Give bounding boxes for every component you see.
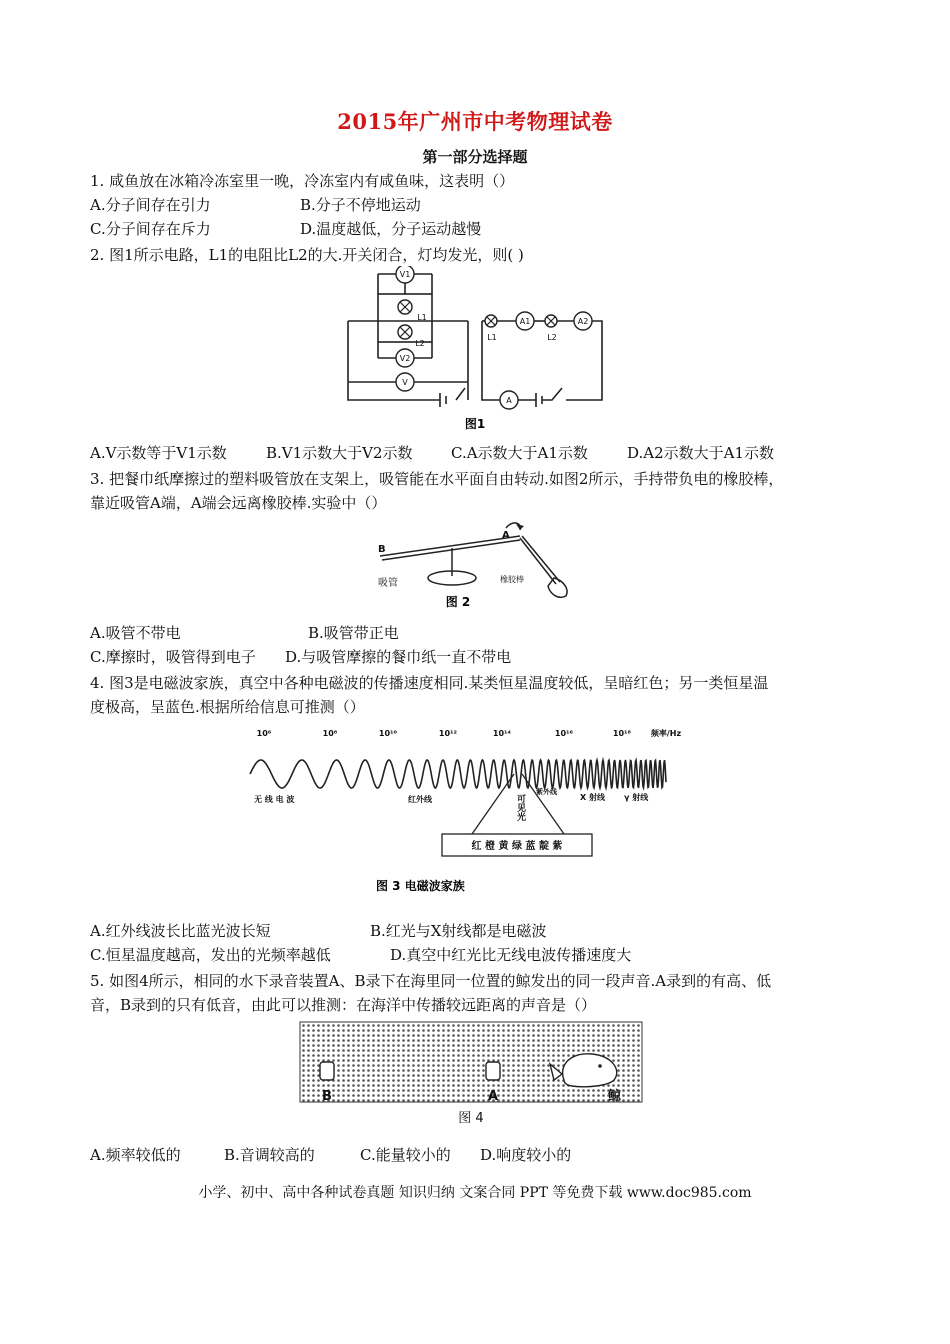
q4-option-b: B.红光与X射线都是电磁波 (370, 922, 547, 940)
fig2-straw-label: 吸管 (378, 578, 398, 589)
fig2-rod-label: 橡胶棒 (500, 575, 524, 584)
fig1-l1-label: L1 (417, 313, 427, 322)
figure-2-straw-experiment (370, 518, 590, 614)
figure-3-caption: 图 3 电磁波家族 (376, 879, 465, 893)
fig2-a-label: A (502, 530, 510, 541)
fig3-exp-1: 10⁶ (256, 729, 272, 738)
figure-4-caption: 图 4 (458, 1111, 484, 1126)
question-2-stem: 2. 图1所示电路，L1的电阻比L2的大.开关闭合，灯均发光，则( ) (90, 246, 524, 264)
question-1-stem: 1. 咸鱼放在冰箱冷冻室里一晚，冷冻室内有咸鱼味，这表明（） (90, 172, 515, 190)
fig3-ir-label: 红外线 (408, 795, 432, 804)
q3-option-a: A.吸管不带电 (90, 624, 181, 642)
question-3-stem-line-2: 靠近吸管A端，A端会远离橡胶棒.实验中（） (90, 494, 387, 512)
fig2-b-label: B (378, 544, 386, 555)
fig4-b-label: B (322, 1089, 332, 1104)
fig3-colors: 红 橙 黄 绿 蓝 靛 紫 (471, 841, 563, 852)
fig1-a2-label: A2 (577, 317, 589, 326)
fig1-a-label: A (506, 396, 512, 405)
q1-option-b: B.分子不停地运动 (300, 196, 421, 214)
figure-1-caption: 图1 (464, 417, 486, 431)
question-4-stem-line-1: 4. 图3是电磁波家族，真空中各种电磁波的传播速度相同.某类恒星温度较低，呈暗红色；另一类恒星温 (90, 674, 769, 692)
q2-option-a: A.V示数等于V1示数 (90, 444, 227, 462)
section-heading: 第一部分选择题 (422, 148, 528, 166)
q2-option-b: B.V1示数大于V2示数 (266, 444, 413, 462)
page-footer: 小学、初中、高中各种试卷真题 知识归纳 文案合同 PPT 等免费下载 www.doc985.com (198, 1185, 752, 1201)
fig3-exp-4: 10¹² (438, 729, 458, 738)
question-4-stem-line-2: 度极高，呈蓝色.根据所给信息可推测（） (90, 698, 365, 716)
fig1-l2b-label: L2 (547, 333, 557, 342)
q4-option-a: A.红外线波长比蓝光波长短 (90, 922, 271, 940)
q1-option-a: A.分子间存在引力 (90, 196, 211, 214)
fig3-exp-6: 10¹⁶ (554, 729, 574, 738)
page-title: 2015年广州市中考物理试卷 (337, 109, 613, 134)
q3-option-d: D.与吸管摩擦的餐巾纸一直不带电 (285, 648, 512, 666)
fig3-wave (250, 760, 666, 788)
fig3-exp-3: 10¹⁰ (378, 729, 398, 738)
q5-option-b: B.音调较高的 (224, 1146, 315, 1164)
fig1-a1-label: A1 (519, 317, 531, 326)
figure-1-circuits (340, 266, 610, 436)
fig3-visible-label: 可见光 (515, 794, 525, 821)
question-5-stem-line-1: 5. 如图4所示，相同的水下录音装置A、B录下在海里同一位置的鲸发出的同一段声音.A录到的有高、低 (90, 972, 772, 990)
fig3-exp-2: 10⁸ (322, 729, 338, 738)
q1-option-d: D.温度越低，分子运动越慢 (300, 220, 482, 238)
q4-option-c: C.恒星温度越高，发出的光频率越低 (90, 946, 331, 964)
fig4-whale-label: 鲸 (608, 1089, 622, 1104)
q5-option-c: C.能量较小的 (360, 1146, 451, 1164)
figure-3-em-spectrum (246, 718, 706, 902)
fig3-xray-label: X 射线 (580, 793, 605, 802)
fig3-exp-7: 10¹⁸ (612, 729, 632, 738)
q3-option-c: C.摩擦时，吸管得到电子 (90, 648, 256, 666)
q2-option-c: C.A示数大于A1示数 (451, 444, 588, 462)
q4-option-d: D.真空中红光比无线电波传播速度大 (390, 946, 632, 964)
figure-4-underwater-recording (296, 1018, 646, 1130)
q1-option-c: C.分子间存在斥力 (90, 220, 211, 238)
fig3-freq-unit: 频率/Hz (650, 729, 682, 738)
question-5-stem-line-2: 音，B录到的只有低音，由此可以推测：在海洋中传播较远距离的声音是（） (90, 996, 597, 1014)
q5-option-d: D.响度较小的 (480, 1146, 572, 1164)
fig1-l2-label: L2 (415, 339, 425, 348)
fig3-gamma-label: γ 射线 (624, 793, 649, 802)
q3-option-b: B.吸管带正电 (308, 624, 399, 642)
fig1-l1b-label: L1 (487, 333, 497, 342)
fig3-exp-5: 10¹⁴ (492, 729, 512, 738)
fig3-radio-label: 无 线 电 波 (254, 795, 295, 804)
fig3-uv-label: 紫外线 (536, 788, 557, 796)
q5-option-a: A.频率较低的 (90, 1146, 181, 1164)
fig1-v2-label: V2 (399, 354, 411, 363)
fig4-a-label: A (488, 1089, 499, 1104)
fig1-v1-label: V1 (399, 270, 411, 279)
fig1-v-label: V (402, 378, 408, 387)
q2-option-d: D.A2示数大于A1示数 (627, 444, 775, 462)
figure-2-caption: 图 2 (445, 595, 471, 609)
question-3-stem-line-1: 3. 把餐巾纸摩擦过的塑料吸管放在支架上，吸管能在水平面自由转动.如图2所示，手持带负电的橡胶棒， (90, 470, 784, 488)
